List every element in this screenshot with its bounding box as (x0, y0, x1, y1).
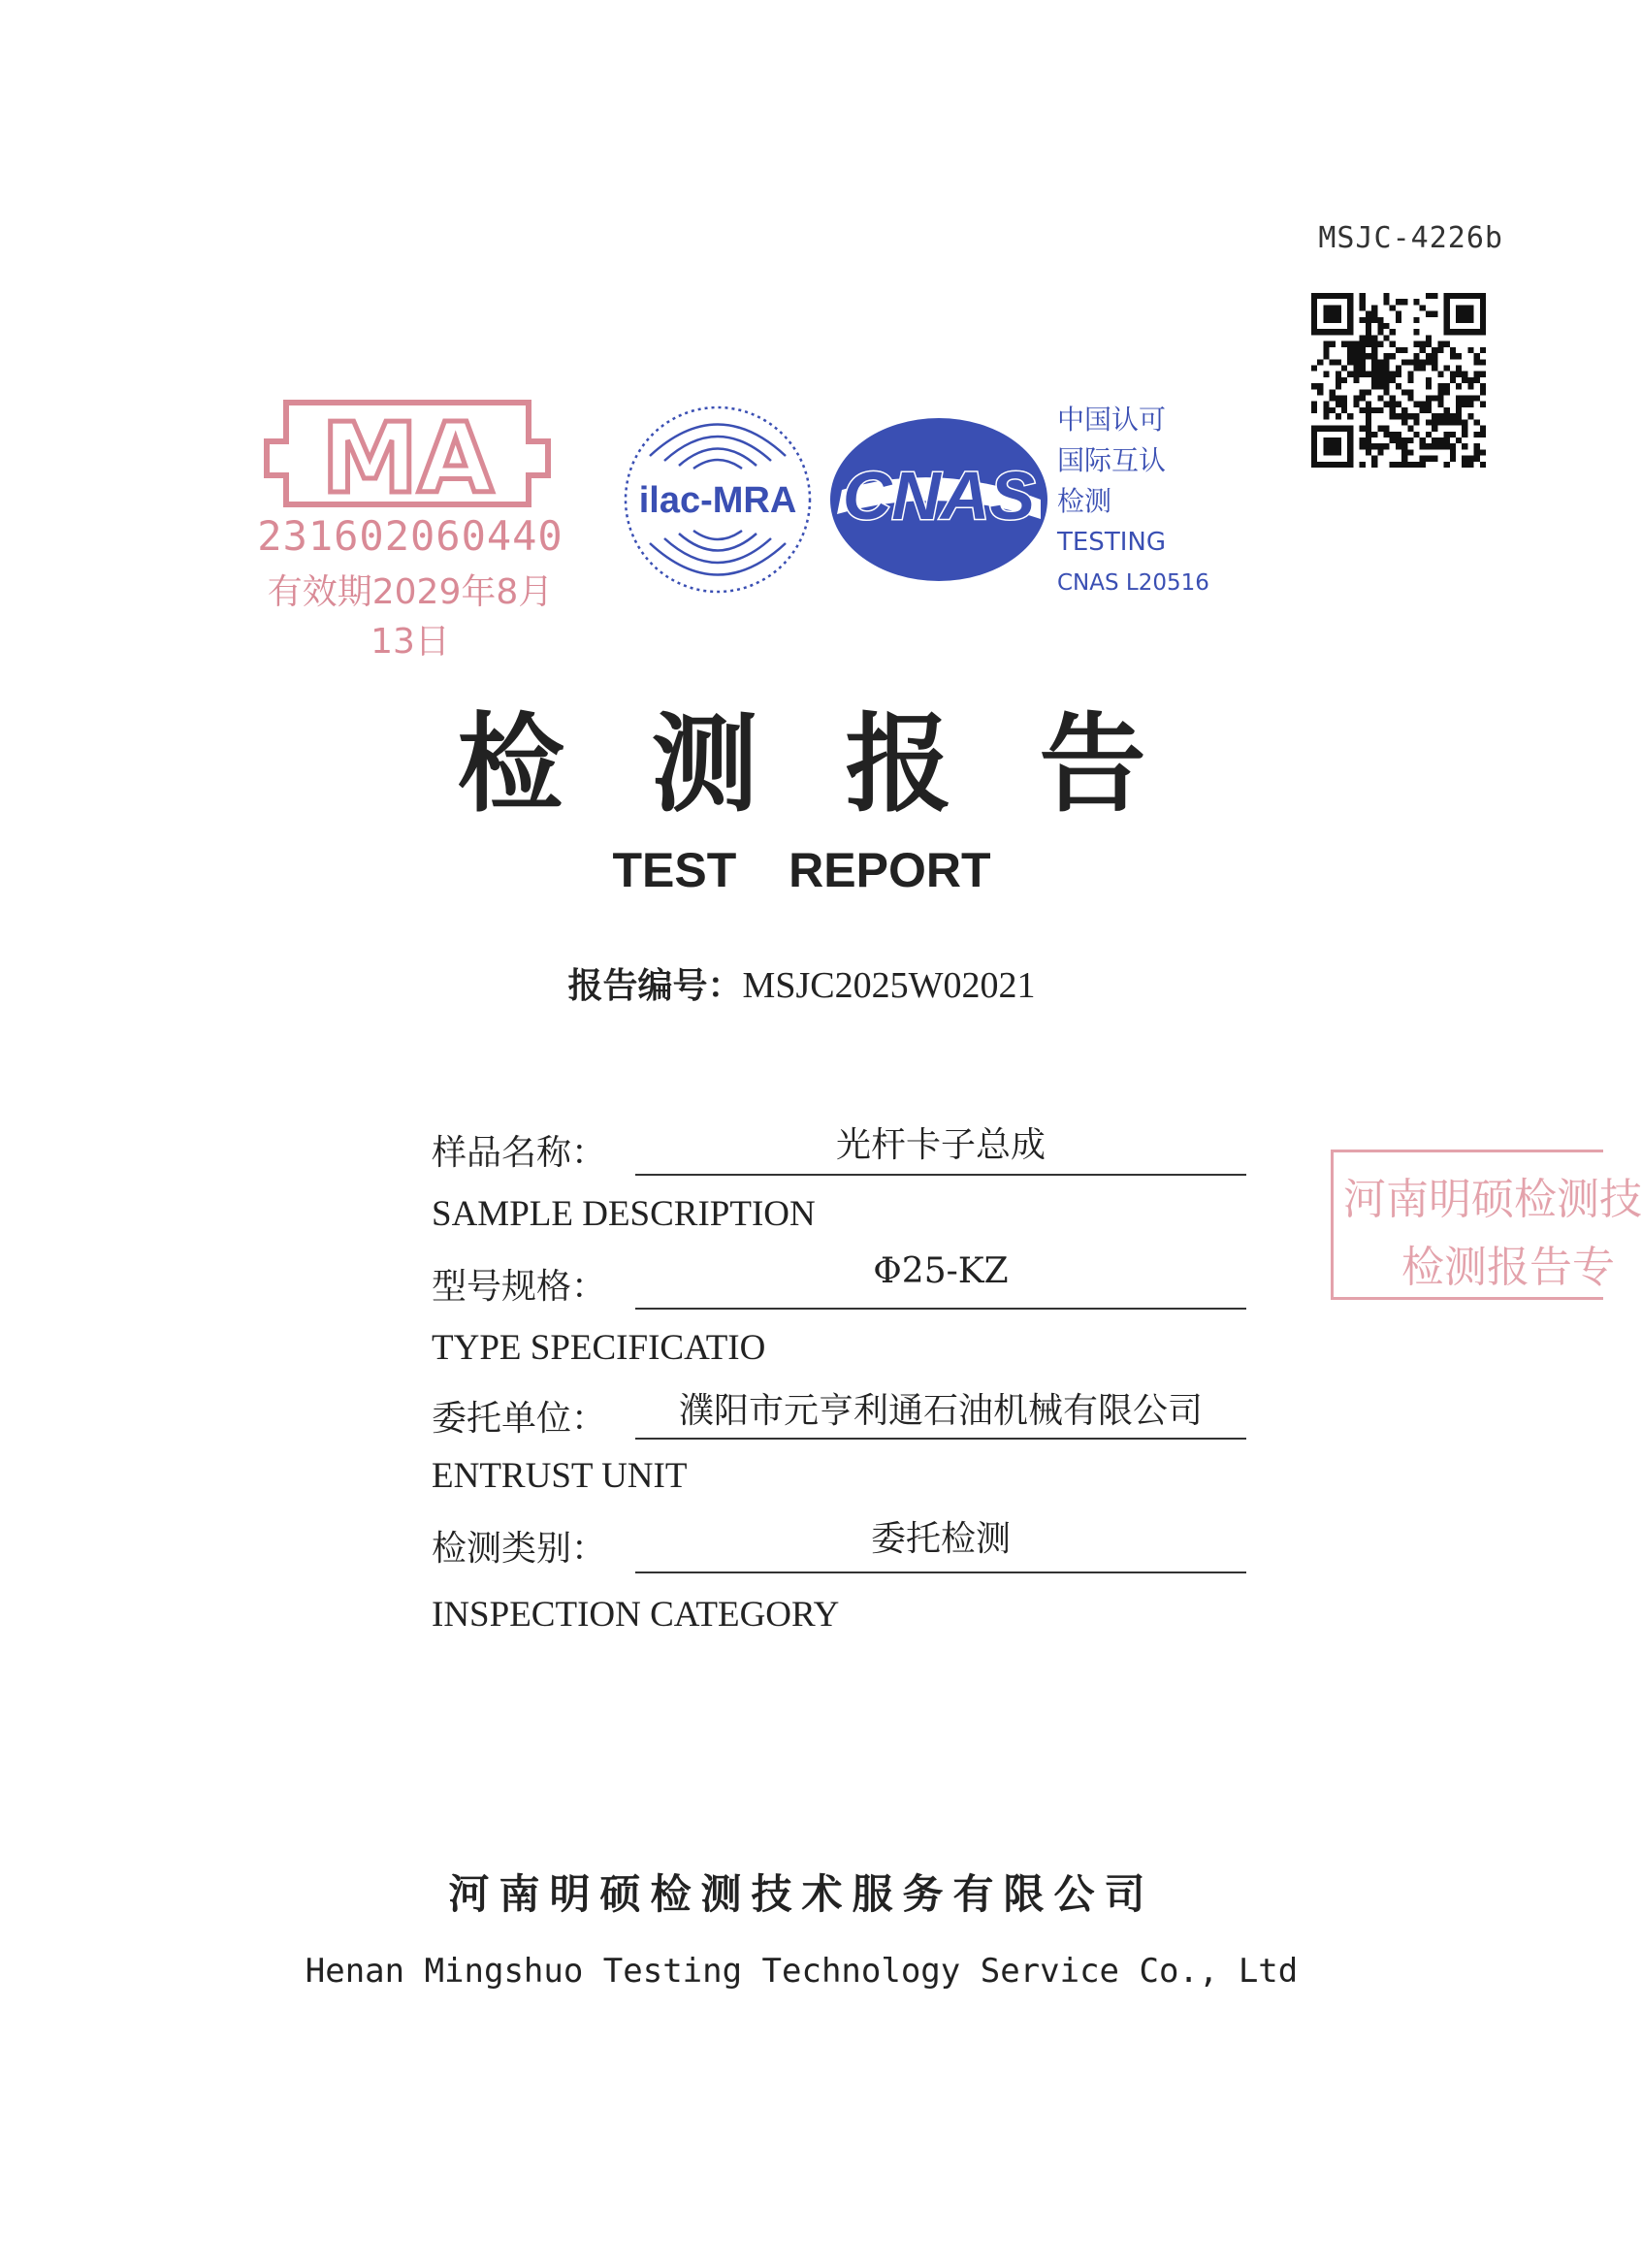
cnas-logo-text: CNAS (842, 458, 1036, 534)
side-seal-fragment: 专 (1572, 1243, 1615, 1292)
ilac-mra-logo (621, 398, 815, 601)
company-name-cn: 河南明硕检测技术服务有限公司 (448, 1870, 1155, 1918)
inspection-category-label: 检测类别： (432, 1529, 607, 1569)
qr-code (1311, 293, 1486, 468)
report-number-label: 报告编号： (567, 966, 743, 1006)
report-number-value: MSJC2025W02021 (742, 965, 1036, 1006)
document-code: MSJC-4226b (1318, 221, 1503, 255)
side-seal-line-2-text: 检测报告 (1401, 1243, 1572, 1292)
cnas-caption (1057, 400, 1209, 603)
cma-letters: MA (321, 402, 494, 515)
cnas-line-1: 中国认可 (1057, 404, 1167, 436)
inspection-category-underline (635, 1571, 1246, 1573)
sample-name-underline (635, 1174, 1246, 1176)
type-spec-value: Φ25-KZ (873, 1251, 1009, 1291)
type-spec-underline (635, 1308, 1246, 1310)
type-spec-label: 型号规格： (432, 1267, 607, 1307)
cma-validity: 有效期2029年8月13日 (267, 572, 554, 662)
side-seal-line-2 (1401, 1232, 1615, 1294)
report-title-en: TEST REPORT (612, 843, 991, 897)
cnas-line-3: 检测 (1057, 485, 1112, 517)
cma-number: 231602060440 (257, 512, 563, 560)
cnas-logo (822, 412, 1055, 587)
sample-name-label: 样品名称： (432, 1133, 607, 1173)
ilac-text: ilac-MRA (638, 480, 797, 521)
side-seal-line-1: 河南明硕检测技 (1343, 1175, 1642, 1224)
report-number (0, 958, 1603, 1008)
report-title-cn: 检测报告 (457, 701, 1234, 826)
cnas-line-4: TESTING (1057, 528, 1166, 557)
cnas-line-2: 国际互认 (1057, 444, 1167, 476)
company-name-en: Henan Mingshuo Testing Technology Service Co., Ltd (305, 1952, 1299, 1991)
entrust-unit-value: 濮阳市元亨利通石油机械有限公司 (678, 1391, 1203, 1431)
entrust-unit-underline (635, 1438, 1246, 1440)
inspection-category-value: 委托检测 (870, 1519, 1011, 1559)
inspection-category-label-en: INSPECTION CATEGORY (432, 1595, 840, 1635)
type-specification-label-en: TYPE SPECIFICATIO (432, 1328, 766, 1368)
sample-name-value: 光杆卡子总成 (835, 1125, 1046, 1165)
entrust-unit-label: 委托单位： (432, 1399, 607, 1439)
cnas-line-5: CNAS L20516 (1057, 570, 1209, 596)
sample-description-label-en: SAMPLE DESCRIPTION (432, 1194, 816, 1234)
side-seal (1331, 1150, 1642, 1300)
entrust-unit-label-en: ENTRUST UNIT (432, 1456, 688, 1496)
